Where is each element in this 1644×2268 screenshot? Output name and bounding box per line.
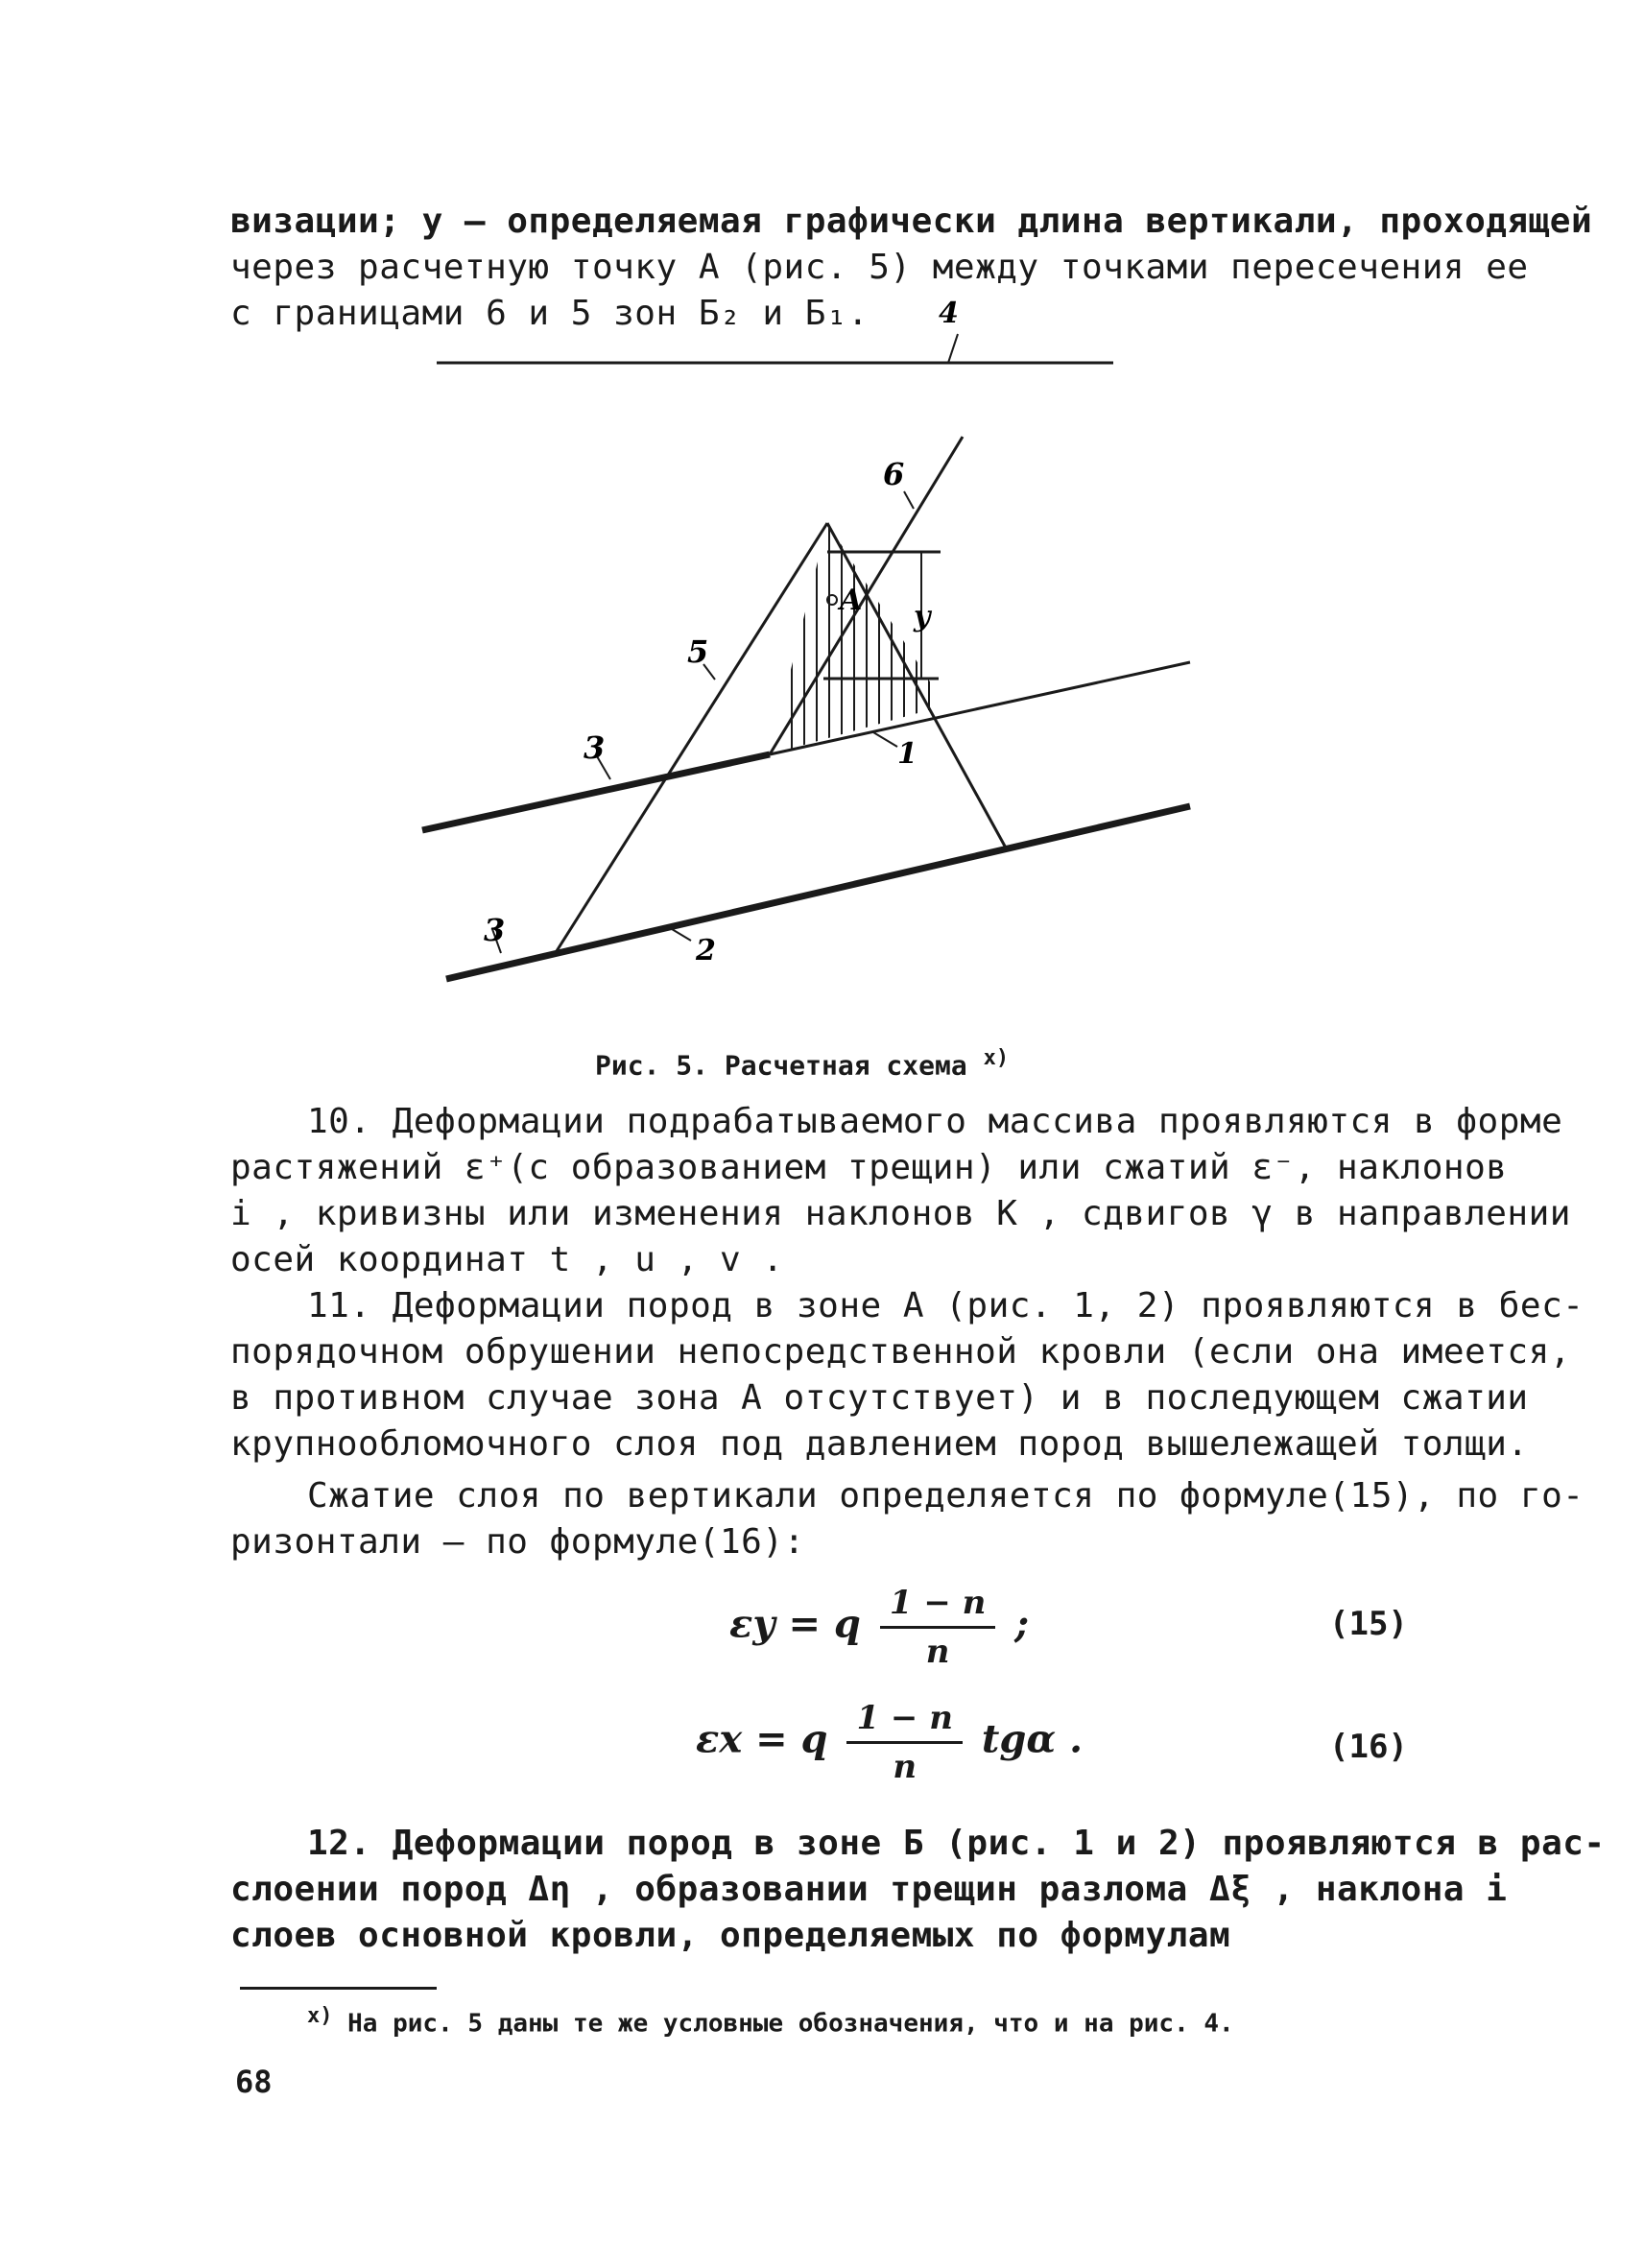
text-line: i , кривизны или изменения наклонов K , сдвигов γ в направлении [230,1194,1571,1233]
equation-15-denominator: n [925,1633,950,1671]
text-line: 12. Деформации пород в зоне Б (рис. 1 и 2) проявляются в рас- [307,1824,1606,1863]
text-line: слоев основной кровли, определяемых по формулам [230,1916,1231,1955]
equation-16-tail: tgα . [981,1716,1083,1762]
boundary-line-1 [770,662,1190,754]
label-4: 4 [939,297,959,330]
footnote [307,2004,1234,2039]
text-line: крупнообломочного слоя под давлением пород вышележащей толщи. [230,1424,1529,1464]
figure-caption [595,1046,1009,1081]
text-line: осей координат t , u , v . [230,1240,784,1279]
equation-16-denominator: n [893,1748,917,1786]
figure-5-diagram [0,0,1644,1056]
equation-15-numerator: 1 − n [880,1584,996,1629]
text-line: с границами 6 и 5 зон Б₂ и Б₁. [230,294,870,333]
figure-caption-text: Рис. 5. Расчетная схема [595,1049,967,1082]
text-line: 10. Деформации подрабатываемого массива проявляются в форме [307,1102,1563,1141]
text-line: ризонтали – по формуле(16): [230,1522,805,1562]
label-1: 1 [897,737,917,771]
leader-6 [904,491,914,509]
label-3-upper: 3 [584,729,606,766]
equation-16-numerator: 1 − n [846,1699,963,1744]
equation-15-tail: ; [1014,1601,1030,1647]
text-line: через расчетную точку A (рис. 5) между точками пересечения ее [230,248,1529,287]
equation-16 [696,1699,1083,1786]
text-line: визации; y – определяемая графически длина вертикали, проходящей [230,202,1593,241]
label-dimension-y: y [914,600,931,633]
text-line: слоении пород Δη , образовании трещин разлома Δξ , наклона i [230,1870,1508,1909]
seam-line-2 [446,806,1190,979]
text-line: 11. Деформации пород в зоне A (рис. 1, 2) проявляются в бес- [307,1286,1584,1325]
footnote-text: На рис. 5 даны те же условные обозначения, что и на рис. 4. [347,2009,1234,2039]
text-line: в противном случае зона A отсутствует) и в последующем сжатии [230,1378,1529,1418]
zone-a-hatching [792,518,929,768]
equation-16-label: (16) [1329,1728,1408,1766]
text-line: порядочном обрушении непосредственной кровли (если она имеется, [230,1332,1571,1372]
label-point-a: A [840,584,863,617]
label-6: 6 [883,456,905,492]
equation-16-lhs: εx = q [696,1716,828,1762]
equation-15-label: (15) [1329,1605,1408,1643]
footnote-mark: x) [307,2004,333,2028]
figure-caption-footnote-mark: x) [983,1046,1010,1070]
label-2: 2 [696,934,716,967]
equation-15-fraction [880,1584,996,1671]
label-5: 5 [687,633,709,670]
leader-4 [948,334,958,363]
label-3-lower: 3 [484,912,506,948]
text-line: растяжений ε⁺(с образованием трещин) или сжатий ε⁻, наклонов [230,1148,1508,1187]
text-line: Сжатие слоя по вертикали определяется по формуле(15), по го- [307,1476,1584,1516]
equation-15 [729,1584,1029,1671]
equation-15-lhs: εy = q [729,1601,861,1647]
equation-16-fraction [846,1699,963,1786]
footnote-divider [240,1987,437,1990]
page-number: 68 [235,2064,273,2100]
leader-1 [873,732,897,747]
